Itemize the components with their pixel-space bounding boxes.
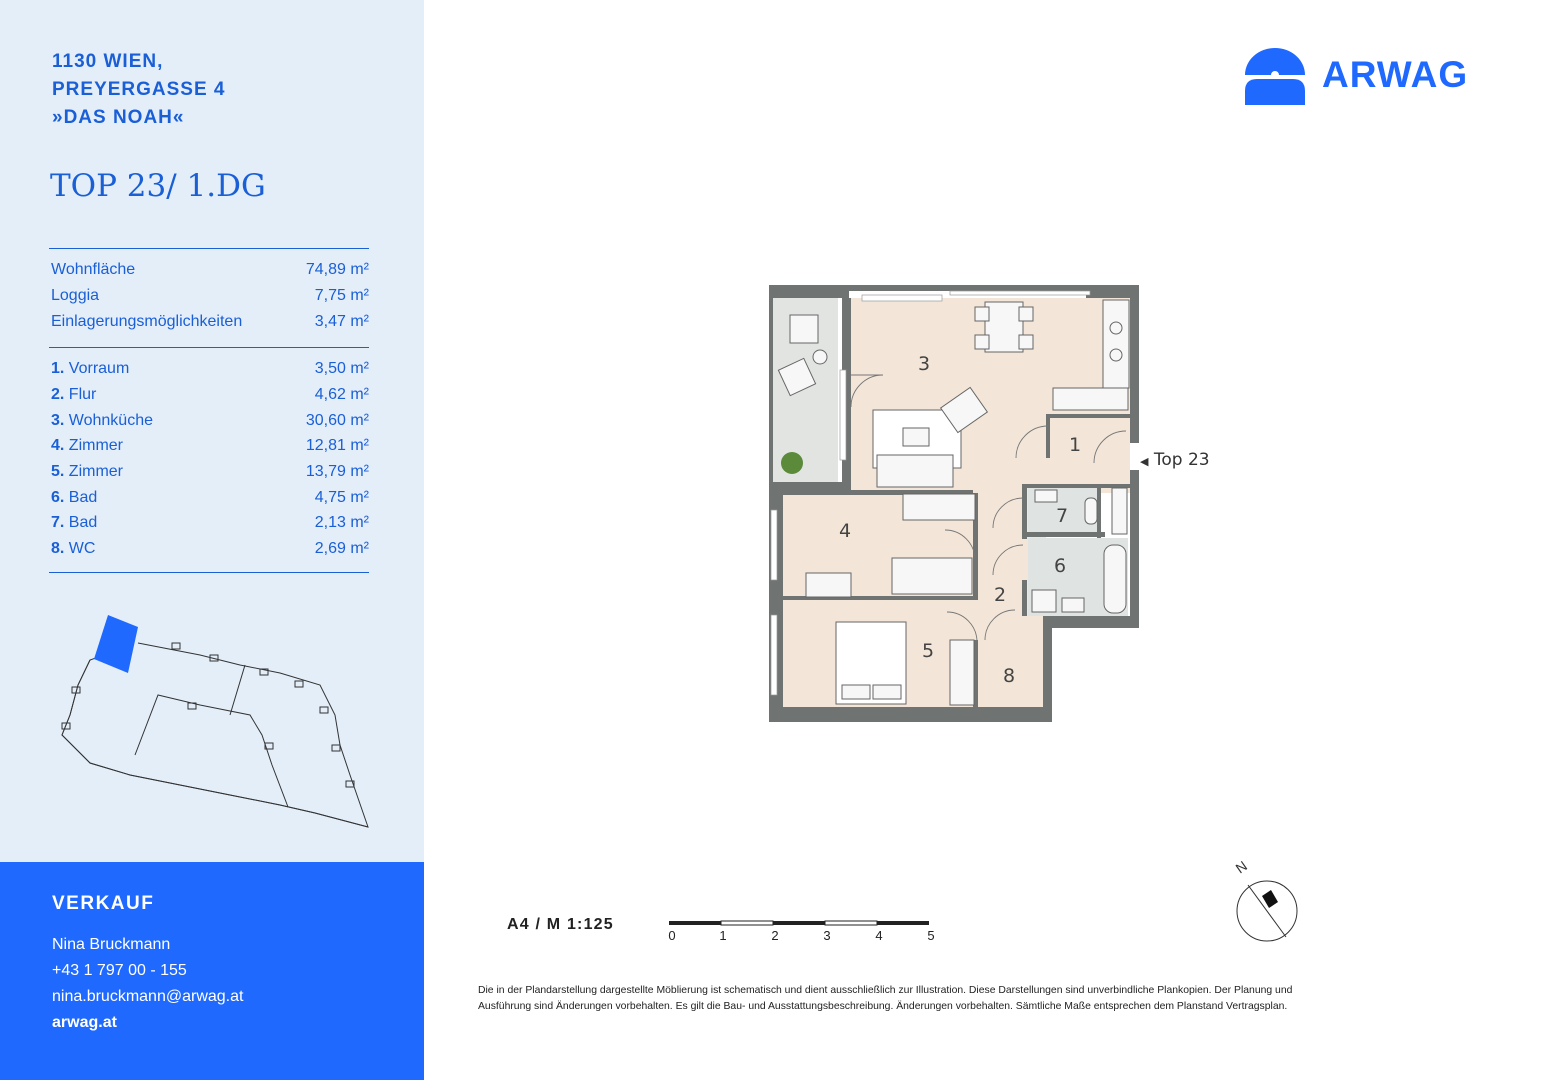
floor-plan (760, 278, 1150, 728)
unit-title: TOP 23/ 1.DG (50, 168, 266, 204)
room-row (51, 463, 369, 487)
entry-label (1140, 450, 1210, 470)
room-area: 13,79 m² (305, 463, 369, 480)
area-value: 74,89 m² (305, 261, 369, 278)
room-number: 6. (51, 489, 65, 506)
unit-location-marker (94, 615, 138, 673)
room-area: 2,69 m² (314, 540, 369, 557)
address-line-3: »DAS NOAH« (52, 107, 185, 128)
room-area: 4,62 m² (314, 386, 369, 403)
plant-icon (781, 452, 803, 474)
area-row (51, 313, 369, 337)
compass-north-label: N (1232, 857, 1251, 877)
room-area: 3,50 m² (314, 360, 369, 377)
room-number: 8. (51, 540, 65, 557)
room-row (51, 437, 369, 461)
room-row (51, 540, 369, 564)
info-sidebar (0, 0, 424, 862)
compass-icon (1226, 856, 1306, 946)
room-label: Vorraum (68, 360, 130, 377)
room-label: Zimmer (68, 463, 124, 480)
room-label: Flur (68, 386, 97, 403)
room-label-3: 3 (917, 353, 931, 375)
room-label-2: 2 (993, 584, 1007, 606)
area-row (51, 287, 369, 311)
contact-heading: VERKAUF (52, 893, 155, 914)
contact-phone[interactable]: +43 1 797 00 - 155 (52, 962, 187, 979)
entry-arrow-icon: ◀ (1140, 455, 1149, 468)
scale-tick: 3 (823, 928, 831, 943)
room-number: 4. (51, 437, 65, 454)
room-label-1: 1 (1068, 434, 1082, 456)
room-row (51, 386, 369, 410)
scale-tick: 5 (927, 928, 935, 943)
room-area: 12,81 m² (305, 437, 369, 454)
disclaimer-text: Die in der Plandarstellung dargestellte Möblierung ist schematisch und dient ausschließlich zur Illustration. Diese Darstellungen sind unverbindliche Plankopien. Der Planung und Ausführung sind Änderungen vorbehalten. Es gilt die Bau- und Ausstattungsbeschreibung. Änderungen vorbehalten. Sämtliche Maße entsprechen dem Planstand Vertragsplan. (478, 985, 1293, 1012)
address-line-2: PREYERGASSE 4 (52, 79, 226, 100)
scale-label: A4 / M 1:125 (507, 916, 614, 933)
room-number: 7. (51, 514, 65, 531)
room-label-8: 8 (1002, 665, 1016, 687)
room-label: Zimmer (68, 437, 124, 454)
scale-tick: 4 (875, 928, 883, 943)
room-area: 30,60 m² (305, 412, 369, 429)
scale-tick: 1 (719, 928, 727, 943)
area-value: 7,75 m² (314, 287, 369, 304)
entry-label-text: Top 23 (1153, 450, 1210, 470)
room-area: 2,13 m² (314, 514, 369, 531)
website-link[interactable]: arwag.at (52, 1014, 117, 1031)
room-label: Bad (68, 514, 98, 531)
contact-email[interactable]: nina.bruckmann@arwag.at (52, 988, 244, 1005)
room-label-6: 6 (1053, 555, 1067, 577)
room-label: WC (68, 540, 96, 557)
divider (49, 248, 369, 249)
divider (49, 347, 369, 348)
site-plan-key (50, 615, 380, 830)
room-row (51, 360, 369, 384)
area-label: Loggia (51, 287, 100, 304)
room-number: 5. (51, 463, 65, 480)
room-label-4: 4 (838, 520, 852, 542)
room-label: Bad (68, 489, 98, 506)
logo-wordmark: ARWAG (1322, 54, 1469, 95)
address-line-1: 1130 WIEN, (52, 51, 164, 72)
contact-name: Nina Bruckmann (52, 936, 171, 953)
room-label: Wohnküche (68, 412, 153, 429)
area-row (51, 261, 369, 285)
arwag-logo-icon (1243, 47, 1307, 107)
room-number: 1. (51, 360, 65, 377)
room-number: 2. (51, 386, 65, 403)
room-row (51, 514, 369, 538)
room-row (51, 412, 369, 436)
room-label-7: 7 (1055, 505, 1069, 527)
room-area: 4,75 m² (314, 489, 369, 506)
area-label: Einlagerungsmöglichkeiten (51, 313, 243, 330)
area-label: Wohnfläche (51, 261, 136, 278)
scale-tick: 2 (771, 928, 779, 943)
room-number: 3. (51, 412, 65, 429)
scale-bar (664, 915, 944, 947)
room-label-5: 5 (921, 640, 935, 662)
room-row (51, 489, 369, 513)
divider (49, 572, 369, 573)
area-value: 3,47 m² (314, 313, 369, 330)
project-address (52, 48, 226, 132)
scale-tick: 0 (668, 928, 676, 943)
